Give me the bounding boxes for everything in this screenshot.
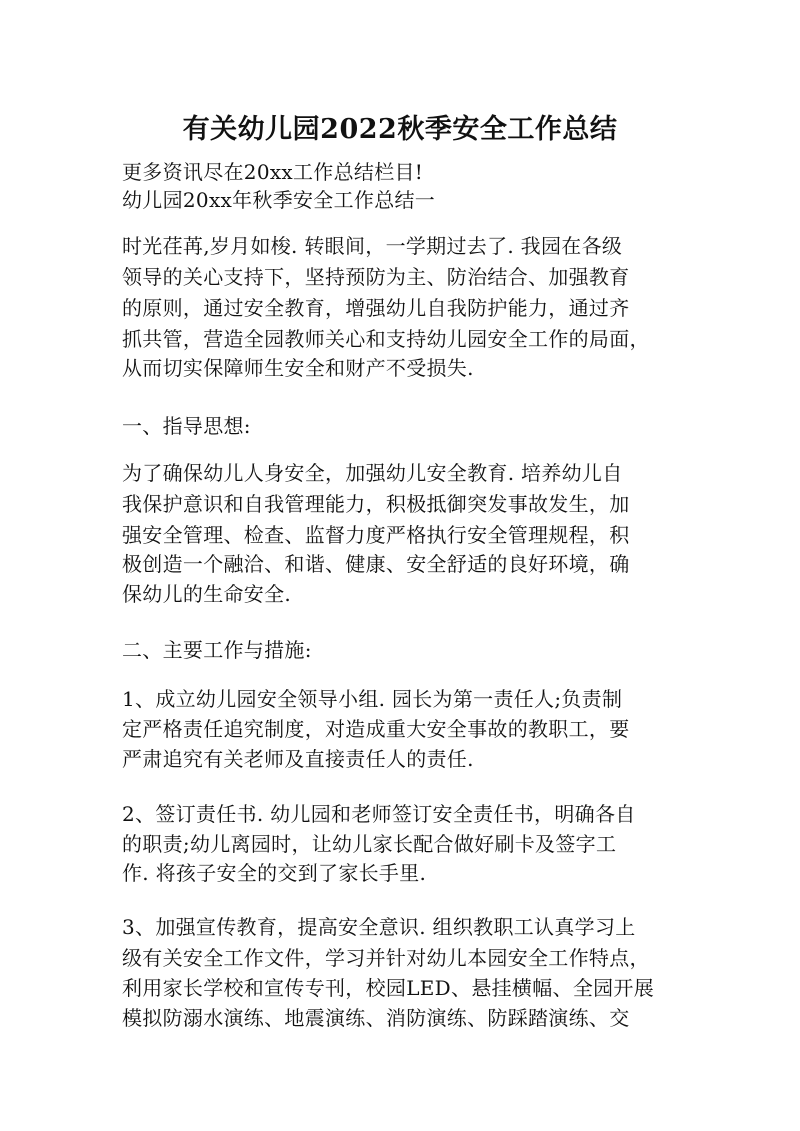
item2-line: 2、签订责任书. 幼儿园和老师签订安全责任书，明确各自 <box>122 802 636 826</box>
item3-line: 模拟防溺水演练、地震演练、消防演练、防踩踏演练、交 <box>122 1006 630 1030</box>
item2-line: 作. 将孩子安全的交到了家长手里. <box>122 861 427 885</box>
subtitle-line: 幼儿园20xx年秋季安全工作总结一 <box>122 188 436 212</box>
section-heading: 二、主要工作与措施: <box>122 638 312 662</box>
section1-line: 为了确保幼儿人身安全，加强幼儿安全教育. 培养幼儿自 <box>122 461 623 485</box>
section-heading: 一、指导思想: <box>122 414 251 438</box>
intro-line: 的原则，通过安全教育，增强幼儿自我防护能力，通过齐 <box>122 296 630 320</box>
item3-line: 3、加强宣传教育，提高安全意识. 组织教职工认真学习上 <box>122 915 636 939</box>
subtitle-line: 更多资讯尽在20xx工作总结栏目! <box>122 160 424 184</box>
section1-line: 强安全管理、检查、监督力度严格执行安全管理规程，积 <box>122 523 630 547</box>
section1-line: 极创造一个融洽、和谐、健康、安全舒适的良好环境，确 <box>122 552 630 576</box>
section1-line: 保幼儿的生命安全. <box>122 582 292 606</box>
item2-line: 的职责;幼儿离园时，让幼儿家长配合做好刷卡及签字工 <box>122 832 617 856</box>
item1-line: 1、成立幼儿园安全领导小组. 园长为第一责任人;负责制 <box>122 687 623 711</box>
item3-line: 利用家长学校和宣传专刊，校园LED、悬挂横幅、全园开展 <box>122 976 655 1000</box>
intro-line: 时光荏苒,岁月如梭. 转眼间，一学期过去了. 我园在各级 <box>122 234 623 258</box>
section1-line: 我保护意识和自我管理能力，积极抵御突发事故发生，加 <box>122 492 630 516</box>
intro-line: 领导的关心支持下，坚持预防为主、防治结合、加强教育 <box>122 265 630 289</box>
intro-line: 从而切实保障师生安全和财产不受损失. <box>122 356 474 380</box>
intro-line: 抓共管，营造全园教师关心和支持幼儿园安全工作的局面， <box>122 327 650 351</box>
item1-line: 严肃追究有关老师及直接责任人的责任. <box>122 747 474 771</box>
item3-line: 级有关安全工作文件，学习并针对幼儿本园安全工作特点， <box>122 946 650 970</box>
item1-line: 定严格责任追究制度，对造成重大安全事故的教职工，要 <box>122 717 630 741</box>
document-title: 有关幼儿园2022秋季安全工作总结 <box>182 114 618 145</box>
